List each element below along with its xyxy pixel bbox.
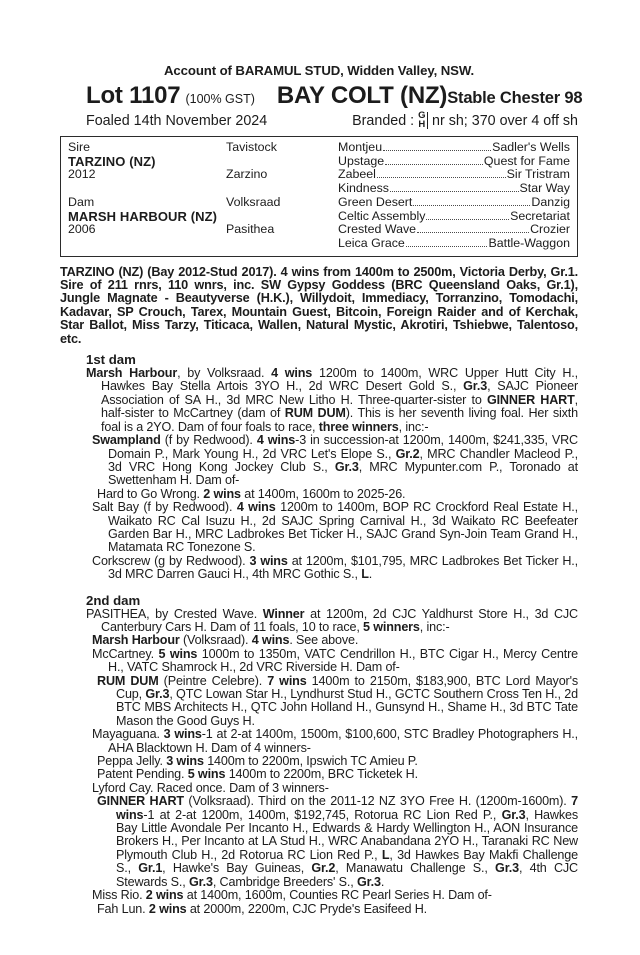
ancestor-right: Quest for Fame bbox=[483, 153, 570, 168]
text-run: Corkscrew (g by Redwood). bbox=[92, 553, 250, 568]
bold-text-run: RUM DUM bbox=[97, 673, 159, 688]
bold-text-run: RUM DUM bbox=[284, 406, 346, 421]
bold-text-run: GINNER HART bbox=[97, 794, 184, 809]
pedigree-col2: Volksraad bbox=[226, 194, 281, 209]
ancestor-left: Montjeu bbox=[338, 140, 383, 154]
bold-text-run: 4 wins bbox=[251, 633, 290, 648]
text-run: (Volksraad). Third on the 2011-12 NZ 3YO Free H. (1200m-1600m). bbox=[183, 794, 572, 809]
pedigree-row bbox=[68, 196, 570, 210]
pedigree-col3 bbox=[338, 182, 570, 196]
dotted-leader bbox=[417, 232, 529, 233]
text-run: Fah Lun. bbox=[97, 901, 149, 916]
text-run: at 1200m, 2d CJC Yaldhurst Store H., 3d CJC Canterbury Cars H. Dam of 11 foals, 10 to race, bbox=[101, 606, 578, 634]
text-run: (f by Redwood). bbox=[160, 433, 257, 448]
bold-text-run: 7 wins bbox=[267, 673, 307, 688]
bold-text-run: Gr.3 bbox=[495, 861, 519, 876]
text-run: -1 at 2-at 1200m, 1400m, $192,745, Rotorua RC Lion Red P., bbox=[143, 807, 502, 822]
ancestor-right: Danzig bbox=[531, 194, 570, 209]
pedigree-col3 bbox=[338, 237, 570, 251]
pedigree-col3 bbox=[338, 210, 570, 224]
dam-section bbox=[86, 353, 578, 582]
brand-mark bbox=[418, 112, 428, 129]
bold-text-run: TARZINO (NZ) (Bay 2012-Stud 2017). 4 wins from 1400m to 2500m, Victoria Derby, Gr.1. Sire of 211 rnrs, 110 wnrs, inc. SW Gypsy Goddess (BRC Queensland Oaks, Gr.1), Jungle Magnate - Beautyverse (H.K.), Willydoit, Immediacy, Torranzino, Tomodachi, Kadavar, SP Crouch, Tarex, Mountain Guest, Bitcoin, Foreign Raider and of Kerchak, Star Ballot, Miss Tarzy, Titicaca, Wallen, Natural Mystic, Akrotiri, Tshiebwe, Talentoso, etc. bbox=[60, 264, 578, 346]
text-run: . bbox=[368, 567, 373, 582]
text-run: 1400m to 2200m, BRC Ticketek H. bbox=[225, 767, 418, 782]
bold-text-run: Marsh Harbour bbox=[92, 633, 180, 648]
text-run: . bbox=[380, 874, 385, 889]
pedigree-col3 bbox=[338, 141, 570, 155]
branded-suffix: nr sh; 370 over 4 off sh bbox=[432, 112, 578, 129]
text-run: Lyford Cay. Raced once. Dam of 3 winners- bbox=[92, 780, 329, 795]
text-run: at 1400m, 1600m, Counties RC Pearl Series H. Dam of- bbox=[183, 888, 492, 903]
pedigree-col3 bbox=[338, 223, 570, 237]
bold-text-run: 5 winners bbox=[363, 619, 420, 634]
pedigree-col1: Dam bbox=[68, 194, 95, 209]
bold-text-run: 3 wins bbox=[166, 754, 204, 769]
bold-text-run: Gr.2 bbox=[311, 861, 336, 876]
account-line: Account of BARAMUL STUD, Widden Valley, NSW. bbox=[163, 63, 475, 78]
bold-text-run: Gr.3 bbox=[501, 807, 526, 822]
text-run: Salt Bay (f by Redwood). bbox=[92, 500, 237, 515]
text-run: (Volksraad). bbox=[179, 633, 252, 648]
progeny-paragraph bbox=[86, 434, 578, 488]
text-run: , inc:- bbox=[398, 419, 429, 434]
text-run: ). This is her seventh living foal. Her sixth foal is a 2YO. Dam of four foals to race, bbox=[101, 406, 578, 434]
progeny-paragraph bbox=[86, 555, 578, 582]
progeny-paragraph bbox=[86, 634, 578, 647]
pedigree-col3 bbox=[338, 196, 570, 210]
pedigree-row bbox=[68, 141, 570, 155]
dotted-leader bbox=[383, 150, 491, 151]
pedigree-col1: TARZINO (NZ) bbox=[68, 153, 156, 169]
pedigree-col1: Sire bbox=[68, 140, 91, 154]
progeny-paragraph bbox=[86, 728, 578, 755]
progeny-paragraph bbox=[86, 782, 578, 795]
dotted-leader bbox=[413, 205, 530, 206]
section-heading: 1st dam bbox=[86, 352, 136, 368]
bold-text-run: L bbox=[361, 567, 369, 582]
bold-text-run: GINNER HART bbox=[486, 392, 575, 407]
text-run: , 4th CJC Stewards S., bbox=[116, 861, 579, 889]
lot-header-row bbox=[60, 82, 583, 110]
pedigree-row bbox=[68, 210, 570, 224]
bold-text-run: 2 wins bbox=[145, 888, 184, 903]
ancestor-right: Star Way bbox=[519, 181, 570, 196]
ancestor-left: Leica Grace bbox=[338, 235, 405, 250]
dam-section bbox=[86, 594, 578, 916]
pedigree-row bbox=[68, 168, 570, 182]
dotted-leader bbox=[377, 177, 506, 178]
ancestor-right: Secretariat bbox=[510, 208, 570, 223]
bold-text-run: Gr.2 bbox=[395, 446, 420, 461]
text-run: at 2000m, 2200m, CJC Pryde's Easifeed H. bbox=[186, 901, 428, 916]
ancestor-left: Zabeel bbox=[338, 167, 376, 182]
text-run: -1 at 2-at 1400m, 1500m, $100,600, STC Bradley Photographers H., AHA Blacktown H. Dam of 4 winners- bbox=[108, 727, 578, 755]
branded-prefix: Branded : bbox=[352, 112, 415, 129]
text-run: , Hawke's Bay Guineas, bbox=[162, 861, 312, 876]
ancestor-right: Crozier bbox=[530, 222, 570, 237]
horse-title: BAY COLT (NZ) bbox=[276, 82, 448, 109]
bold-text-run: 5 wins bbox=[187, 767, 226, 782]
progeny-paragraph bbox=[86, 755, 578, 768]
pedigree-row bbox=[68, 237, 570, 251]
progeny-paragraph bbox=[86, 608, 578, 635]
bold-text-run: Gr.3 bbox=[145, 687, 170, 701]
text-run: , MRC Chandler Macleod P., 3d VRC Hong Kong Jockey Club S., bbox=[108, 446, 578, 474]
progeny-paragraph bbox=[86, 795, 578, 889]
bold-text-run: 4 wins bbox=[236, 500, 276, 515]
text-run: Patent Pending. bbox=[97, 767, 188, 782]
bold-text-run: Gr.3 bbox=[188, 874, 213, 889]
text-run: , half-sister to McCartney (dam of bbox=[101, 392, 579, 421]
sire-summary-paragraph bbox=[60, 266, 578, 346]
text-run: 1200m to 1400m, BOP RC Crockford Real Estate H., Waikato RC Cal Isuzu H., 2d SAJC Spring Carnival H., 3d Waikato RC Beefeater Garden Bar H., MRC Ladbrokes Bet Ticker H., SAJC Grand Syn-Join Team Grand H., Matamata RC Tonezone S. bbox=[108, 500, 578, 555]
progeny-paragraph bbox=[86, 648, 578, 675]
text-run: , SAJC Pioneer Association of SA H., 3d MRC New Litho H. Three-quarter-sister to bbox=[101, 379, 578, 407]
dotted-leader bbox=[385, 164, 483, 165]
text-run: Peppa Jelly. bbox=[97, 754, 167, 769]
bold-text-run: 7 wins bbox=[116, 794, 578, 822]
progeny-paragraph bbox=[86, 675, 578, 729]
bold-text-run: 2 wins bbox=[148, 901, 187, 916]
progeny-paragraph bbox=[86, 501, 578, 555]
pedigree-col1 bbox=[68, 237, 226, 251]
bold-text-run: Swampland bbox=[92, 433, 161, 448]
pedigree-col3 bbox=[338, 155, 570, 169]
bold-text-run: 5 wins bbox=[158, 646, 198, 661]
pedigree-col2 bbox=[226, 210, 338, 224]
pedigree-col2 bbox=[226, 155, 338, 169]
pedigree-row bbox=[68, 155, 570, 169]
text-run: , Cambridge Breeders' S., bbox=[212, 874, 357, 889]
stable-label: Stable Chester 98 bbox=[447, 89, 583, 107]
pedigree-row bbox=[68, 182, 570, 196]
bold-text-run: Gr.3 bbox=[356, 874, 381, 889]
bold-text-run: Gr.3 bbox=[463, 379, 488, 394]
text-run: , Manawatu Challenge S., bbox=[335, 861, 496, 876]
text-run: Hard to Go Wrong. bbox=[97, 486, 204, 501]
dotted-leader bbox=[390, 191, 519, 192]
bold-text-run: 4 wins bbox=[271, 366, 313, 381]
progeny-paragraph bbox=[86, 768, 578, 781]
dotted-leader bbox=[406, 246, 488, 247]
ancestor-right: Battle-Waggon bbox=[488, 235, 570, 250]
pedigree-col2: Zarzino bbox=[226, 167, 268, 182]
pedigree-col1: 2012 bbox=[68, 167, 96, 182]
text-run: 1400m to 2200m, Ipswich TC Amieu P. bbox=[203, 754, 418, 769]
brand-bottom-letter: H bbox=[418, 118, 426, 130]
text-run: McCartney. bbox=[92, 646, 159, 661]
text-run: , by Volksraad. bbox=[177, 366, 272, 381]
bold-text-run: three winners bbox=[318, 419, 399, 434]
pedigree-col3 bbox=[338, 168, 570, 182]
text-run: , Hawkes Bay Little Avondale Per Incanto H., Edwards & Hardy Wellington H., AON Insurance Brokers H., Per Incanto at LA Stud H., WRC Anabandana 2YO H., Taranaki RC New Plymouth Club H., 2d Rotorua RC Lion Red P., bbox=[116, 807, 579, 862]
ancestor-right: Sir Tristram bbox=[506, 167, 570, 182]
branded-line bbox=[352, 112, 578, 129]
text-run: at 1400m, 1600m to 2025-26. bbox=[240, 486, 406, 501]
pedigree-col1 bbox=[68, 182, 226, 196]
foaled-date: Foaled 14th November 2024 bbox=[86, 112, 268, 129]
bold-text-run: 2 wins bbox=[203, 486, 241, 501]
text-run: , MRC Mypunter.com P., Toronado at Swettenham H. Dam of- bbox=[108, 459, 579, 488]
foaled-branded-row bbox=[60, 112, 578, 129]
bold-text-run: Gr.1 bbox=[138, 861, 163, 876]
ancestor-left: Green Desert bbox=[338, 194, 413, 209]
pedigree-col1: 2006 bbox=[68, 222, 96, 237]
text-run: 1400m to 2150m, $183,900, BTC Lord Mayor's Cup, bbox=[116, 673, 579, 701]
progeny-paragraph bbox=[86, 889, 578, 902]
text-run: Miss Rio. bbox=[92, 888, 146, 903]
bold-text-run: 3 wins bbox=[249, 553, 288, 568]
text-run: , 3d Hawkes Bay Makfi Challenge S., bbox=[116, 847, 578, 876]
bold-text-run: L bbox=[381, 847, 390, 862]
pedigree-col2: Pasithea bbox=[226, 222, 275, 237]
ancestor-right: Sadler's Wells bbox=[492, 140, 570, 154]
ancestor-left: Kindness bbox=[338, 181, 389, 196]
bold-text-run: Winner bbox=[262, 606, 305, 621]
text-run: PASITHEA, by Crested Wave. bbox=[86, 606, 263, 621]
ancestor-left: Celtic Assembly bbox=[338, 208, 426, 223]
dam-sections bbox=[60, 353, 578, 916]
progeny-paragraph bbox=[86, 903, 578, 916]
dotted-leader bbox=[426, 219, 509, 220]
ancestor-left: Upstage bbox=[338, 153, 385, 168]
page-content bbox=[60, 63, 583, 916]
text-run: -3 in succession-at 1200m, 1400m, $241,335, VRC Domain P., Mark Young H., 2d VRC Let's Elope S., bbox=[108, 433, 578, 461]
text-run: . See above. bbox=[289, 633, 359, 648]
text-run: , QTC Lowan Star H., Lyndhurst Stud H., GCTC Southern Cross Ten H., 2d BTC MBS Architects H., QTC John Holland H., Gunsynd H., Shame H., 3d BTC Tate Mason the Good Guys H. bbox=[116, 687, 578, 728]
pedigree-table bbox=[60, 136, 578, 257]
text-run: Mayaguana. bbox=[92, 727, 164, 742]
bold-text-run: 4 wins bbox=[256, 433, 296, 448]
text-run: at 1200m, $101,795, MRC Ladbrokes Bet Ticker H., 3d MRC Darren Gauci H., 4th MRC Gothic S., bbox=[108, 553, 578, 582]
text-run: 1000m to 1350m, VATC Cendrillon H., BTC Cigar H., Mercy Centre H., VATC Shamrock H., 2d VRC Riverside H. Dam of- bbox=[108, 646, 578, 675]
brand-top-letter: G bbox=[418, 110, 426, 121]
pedigree-col1: MARSH HARBOUR (NZ) bbox=[68, 208, 218, 224]
text-run: 1200m to 1400m, WRC Upper Hutt City H., Hawkes Bay Stella Artois 3YO H., 2d WRC Desert Gold S., bbox=[101, 366, 579, 394]
pedigree-col2 bbox=[226, 237, 338, 251]
bold-text-run: 3 wins bbox=[163, 727, 202, 742]
text-run: , inc:- bbox=[419, 619, 450, 634]
pedigree-row bbox=[68, 223, 570, 237]
bold-text-run: Marsh Harbour bbox=[86, 366, 178, 381]
progeny-paragraph bbox=[86, 488, 578, 501]
text-run: (Peintre Celebre). bbox=[158, 673, 268, 688]
pedigree-col2: Tavistock bbox=[226, 140, 277, 154]
lot-number: Lot 1107 bbox=[86, 82, 181, 109]
progeny-paragraph bbox=[86, 367, 578, 434]
pedigree-col2 bbox=[226, 182, 338, 196]
gst-label: (100% GST) bbox=[185, 92, 255, 106]
section-heading: 2nd dam bbox=[86, 592, 141, 608]
ancestor-left: Crested Wave bbox=[338, 222, 417, 237]
bold-text-run: Gr.3 bbox=[334, 459, 359, 474]
